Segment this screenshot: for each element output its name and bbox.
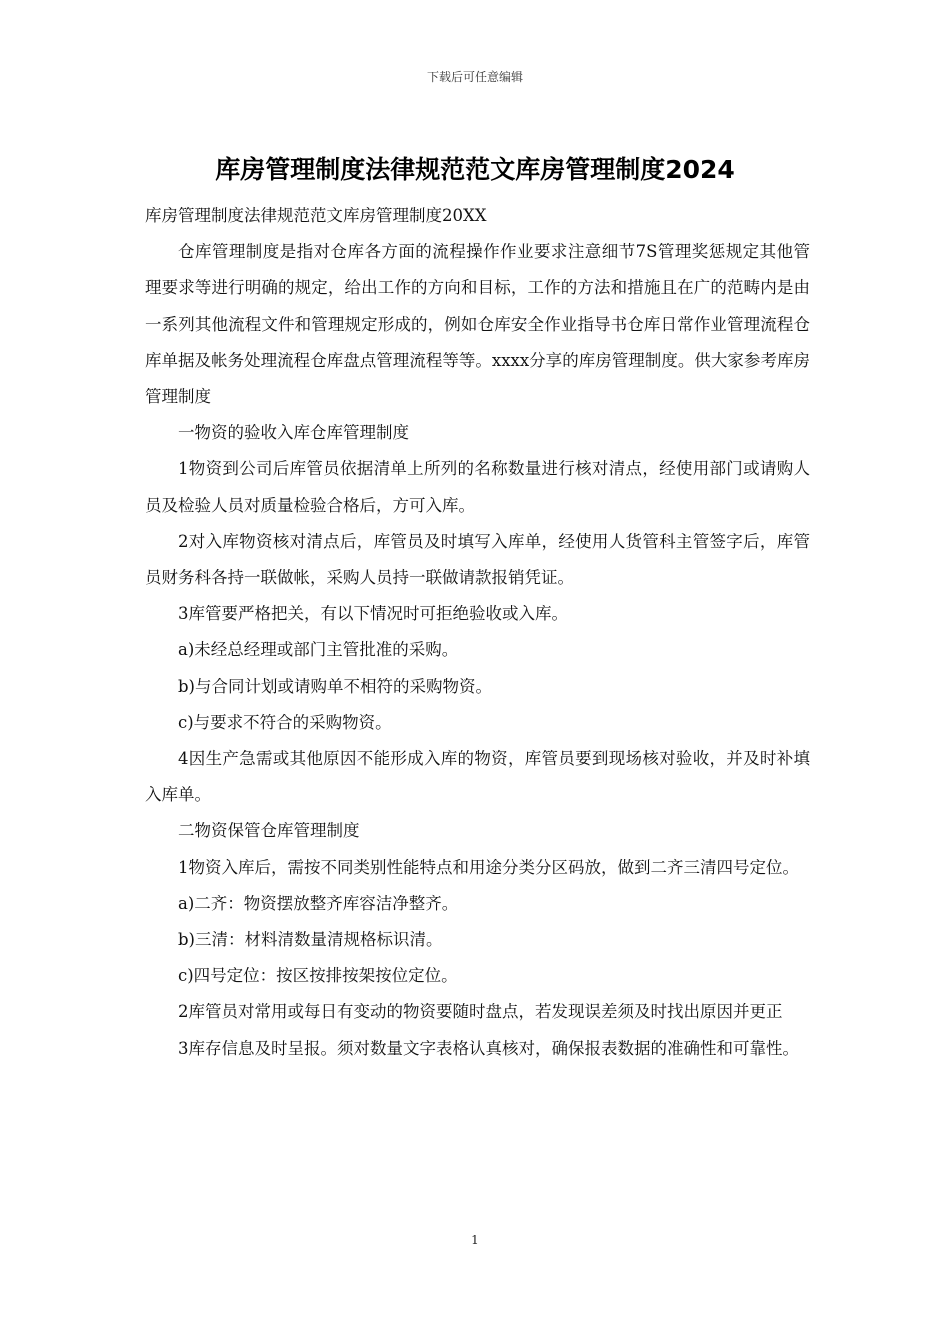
section-heading: 一物资的验收入库仓库管理制度 — [178, 423, 409, 443]
document-title: 库房管理制度法律规范范文库房管理制度2024 — [215, 155, 735, 184]
section-heading: 二物资保管仓库管理制度 — [178, 821, 360, 841]
paragraph-subtitle: 库房管理制度法律规范范文库房管理制度20XX — [145, 206, 487, 225]
page-header: 下载后可任意编辑 — [426, 70, 523, 84]
list-item: b)与合同计划或请购单不相符的采购物资。 — [178, 676, 492, 696]
list-item: b)三清：材料清数量清规格标识清。 — [178, 930, 443, 950]
paragraph: 4因生产急需或其他原因不能形成入库的物资，库管员要到现场核对验收，并及时补填入库单。 — [145, 749, 810, 805]
paragraph: 1物资入库后，需按不同类别性能特点和用途分类分区码放，做到二齐三清四号定位。 — [178, 857, 799, 877]
page-number: 1 — [471, 1233, 479, 1247]
list-item: a)未经总经理或部门主管批准的采购。 — [178, 640, 459, 660]
paragraph: 2库管员对常用或每日有变动的物资要随时盘点，若发现误差须及时找出原因并更正 — [178, 1002, 783, 1022]
list-item: c)与要求不符合的采购物资。 — [178, 712, 392, 732]
document-body — [145, 198, 810, 1067]
list-item: c)四号定位：按区按排按架按位定位。 — [178, 966, 458, 986]
paragraph: 3库存信息及时呈报。须对数量文字表格认真核对，确保报表数据的准确性和可靠性。 — [178, 1038, 799, 1058]
paragraph: 1物资到公司后库管员依据清单上所列的名称数量进行核对清点，经使用部门或请购人员及检验人员对质量检验合格后，方可入库。 — [145, 459, 810, 515]
paragraph: 2对入库物资核对清点后，库管员及时填写入库单，经使用人货管科主管签字后，库管员财务科各持一联做帐，采购人员持一联做请款报销凭证。 — [145, 531, 810, 588]
paragraph: 仓库管理制度是指对仓库各方面的流程操作作业要求注意细节7S管理奖惩规定其他管理要求等进行明确的规定，给出工作的方向和目标，工作的方法和措施且在广的范畴内是由一系列其他流程文件和管理规定形成的，例如仓库安全作业指导书仓库日常作业管理流程仓库单据及帐务处理流程仓库盘点管理流程等等。xxxx分享的库房管理制度。供大家参考库房管理制度 — [145, 242, 810, 407]
paragraph: 3库管要严格把关，有以下情况时可拒绝验收或入库。 — [178, 604, 568, 624]
list-item: a)二齐：物资摆放整齐库容洁净整齐。 — [178, 893, 459, 913]
